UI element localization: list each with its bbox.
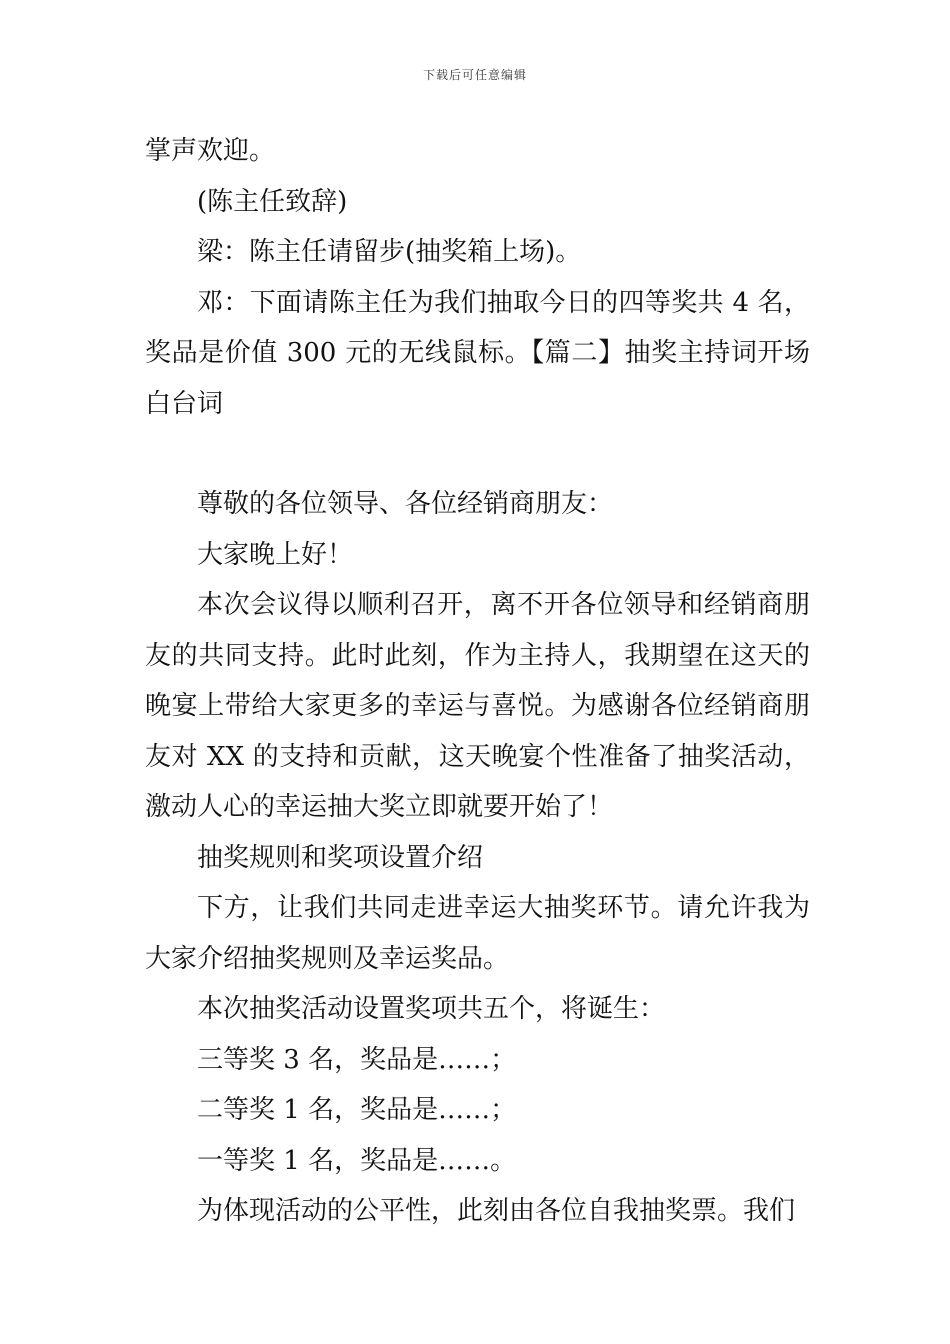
paragraph: 一等奖 1 名，奖品是……。 bbox=[197, 1145, 517, 1176]
paragraph: 三等奖 3 名，奖品是……； bbox=[197, 1044, 517, 1075]
paragraph: 下方，让我们共同走进幸运大抽奖环节。请允许我为大家介绍抽奖规则及幸运奖品。 bbox=[145, 893, 810, 974]
document-body bbox=[145, 126, 810, 1237]
paragraph: 尊敬的各位领导、各位经销商朋友： bbox=[197, 489, 614, 519]
paragraph: 为体现活动的公平性，此刻由各位自我抽奖票。我们 bbox=[197, 1196, 796, 1226]
paragraph: 本次会议得以顺利召开，离不开各位领导和经销商朋友的共同支持。此时此刻，作为主持人，我期望在这天的晚宴上带给大家更多的幸运与喜悦。为感谢各位经销商朋友对 XX 的支持和贡献，这天晚宴个性准备了抽奖活动，激动人心的幸运抽大奖立即就要开始了！ bbox=[145, 590, 810, 822]
paragraph: 掌声欢迎。 bbox=[145, 136, 276, 166]
paragraph: 本次抽奖活动设置奖项共五个，将诞生： bbox=[197, 994, 666, 1024]
paragraph: 梁：陈主任请留步(抽奖箱上场)。 bbox=[197, 237, 582, 267]
paragraph: 抽奖规则和奖项设置介绍 bbox=[197, 842, 484, 873]
paragraph: (陈主任致辞) bbox=[197, 186, 348, 217]
blank-line bbox=[145, 429, 810, 479]
paragraph: 二等奖 1 名，奖品是……； bbox=[197, 1095, 517, 1125]
paragraph: 大家晚上好！ bbox=[197, 539, 354, 570]
paragraph: 邓：下面请陈主任为我们抽取今日的四等奖共 4 名，奖品是价值 300 元的无线鼠标。【篇二】抽奖主持词开场白台词 bbox=[145, 287, 810, 419]
page-header: 下载后可任意编辑 bbox=[422, 68, 527, 82]
